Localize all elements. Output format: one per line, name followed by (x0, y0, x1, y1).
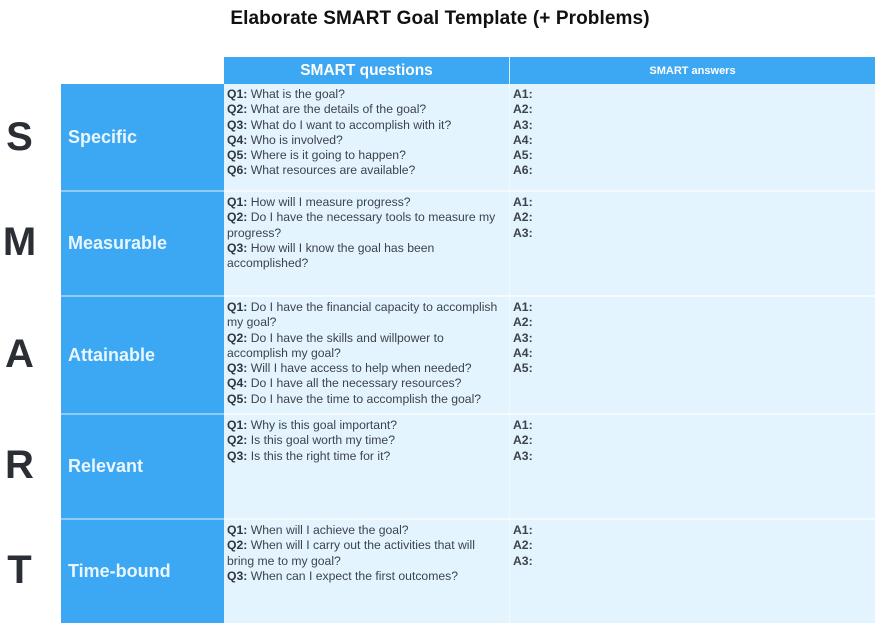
answer-slot[interactable]: A4: (513, 132, 533, 147)
question-text: Who is involved? (247, 132, 343, 147)
smart-letter: T (7, 548, 32, 592)
question-number: Q1: (227, 523, 248, 537)
question-number: Q1: (227, 300, 248, 314)
answer-slot[interactable]: A6: (513, 163, 533, 178)
question-text: What resources are available? (247, 163, 416, 178)
question-number: Q1: (227, 418, 248, 432)
question-item (227, 361, 505, 376)
question-number: Q2: (227, 433, 248, 448)
question-number: Q2: (227, 102, 248, 117)
question-number: Q3: (227, 568, 248, 583)
question-item (227, 210, 505, 241)
criterion-label: Attainable (61, 295, 224, 413)
question-text: What are the details of the goal? (247, 102, 427, 117)
question-number: Q5: (227, 391, 248, 406)
smart-letter: M (2, 220, 37, 264)
criterion-label: Time-bound (61, 518, 224, 623)
question-item (227, 523, 505, 538)
answers-cell[interactable] (510, 518, 875, 623)
question-item (227, 569, 505, 584)
question-text: What is the goal? (247, 87, 345, 101)
question-text: When will I carry out the activities that will bring me to my goal? (227, 538, 475, 568)
answer-slot[interactable]: A4: (513, 345, 533, 360)
question-text: What do I want to accomplish with it? (247, 117, 452, 132)
answer-slot[interactable]: A3: (513, 117, 533, 132)
question-number: Q2: (227, 538, 248, 553)
question-text: How will I know the goal has been accomplished? (227, 240, 435, 271)
question-item (227, 433, 505, 448)
answer-slot[interactable]: A5: (513, 148, 533, 163)
question-text: Do I have the financial capacity to accomplish my goal? (227, 300, 498, 330)
question-text: Is this the right time for it? (247, 448, 391, 463)
question-number: Q3: (227, 361, 248, 376)
question-text: Do I have the necessary tools to measure my progress? (227, 210, 496, 240)
page-title: Elaborate SMART Goal Template (+ Problems) (230, 8, 650, 29)
answers-cell[interactable] (510, 190, 875, 295)
smart-row-specific (0, 84, 875, 190)
question-text: When can I expect the first outcomes? (247, 568, 459, 583)
answers-cell[interactable] (510, 413, 875, 518)
question-item (227, 418, 505, 433)
answer-slot[interactable]: A1: (513, 523, 533, 537)
answer-slot[interactable]: A2: (513, 433, 533, 448)
question-text: Where is it going to happen? (247, 148, 406, 163)
answers-column-header: SMART answers (510, 57, 875, 84)
question-text: Will I have access to help when needed? (247, 361, 472, 376)
question-number: Q4: (227, 376, 248, 391)
table-header-row (224, 57, 875, 84)
question-item (227, 118, 505, 133)
answers-cell[interactable] (510, 295, 875, 413)
answers-cell[interactable] (510, 84, 875, 190)
question-item (227, 538, 505, 569)
question-text: Why is this goal important? (247, 418, 398, 432)
question-item (227, 449, 505, 464)
smart-letter: R (5, 443, 34, 487)
question-item (227, 102, 505, 117)
question-number: Q3: (227, 240, 248, 255)
smart-letter: S (6, 114, 33, 159)
question-text: Do I have all the necessary resources? (247, 376, 462, 391)
smart-row-relevant (0, 413, 875, 518)
question-number: Q5: (227, 148, 248, 163)
answer-slot[interactable]: A1: (513, 418, 533, 432)
smart-row-attainable (0, 295, 875, 413)
question-number: Q3: (227, 448, 248, 463)
criterion-label: Relevant (61, 413, 224, 518)
question-text: Do I have the skills and willpower to accomplish my goal? (227, 330, 444, 360)
questions-cell (224, 84, 510, 190)
answer-slot[interactable]: A2: (513, 102, 533, 117)
question-text: When will I achieve the goal? (247, 523, 409, 537)
question-text: Is this goal worth my time? (247, 433, 395, 448)
question-number: Q1: (227, 87, 248, 101)
question-item (227, 133, 505, 148)
questions-cell (224, 295, 510, 413)
question-item (227, 163, 505, 178)
smart-table-body (0, 84, 875, 623)
question-text: How will I measure progress? (247, 195, 411, 209)
answer-slot[interactable]: A1: (513, 87, 533, 101)
answer-slot[interactable]: A3: (513, 330, 533, 345)
answer-slot[interactable]: A2: (513, 538, 533, 553)
smart-letter: A (5, 331, 34, 376)
answer-slot[interactable]: A3: (513, 553, 533, 568)
question-item (227, 241, 505, 272)
questions-cell (224, 413, 510, 518)
answer-slot[interactable]: A3: (513, 448, 533, 463)
question-number: Q6: (227, 163, 248, 178)
question-item (227, 148, 505, 163)
questions-cell (224, 518, 510, 623)
answer-slot[interactable]: A3: (513, 225, 533, 240)
smart-row-time-bound (0, 518, 875, 623)
answer-slot[interactable]: A2: (513, 315, 533, 330)
question-number: Q3: (227, 117, 248, 132)
answer-slot[interactable]: A1: (513, 300, 533, 314)
question-item (227, 300, 505, 331)
question-item (227, 376, 505, 391)
question-item (227, 195, 505, 210)
question-text: Do I have the time to accomplish the goal? (247, 391, 482, 406)
question-item (227, 392, 505, 407)
question-number: Q2: (227, 210, 248, 225)
criterion-label: Measurable (61, 190, 224, 295)
question-item (227, 331, 505, 362)
question-number: Q2: (227, 330, 248, 345)
answer-slot[interactable]: A2: (513, 210, 533, 225)
question-number: Q4: (227, 132, 248, 147)
answer-slot[interactable]: A5: (513, 361, 533, 376)
smart-row-measurable (0, 190, 875, 295)
question-item (227, 87, 505, 102)
question-number: Q1: (227, 195, 248, 209)
questions-column-header: SMART questions (224, 57, 510, 84)
answer-slot[interactable]: A1: (513, 195, 533, 209)
questions-cell (224, 190, 510, 295)
criterion-label: Specific (61, 84, 224, 190)
